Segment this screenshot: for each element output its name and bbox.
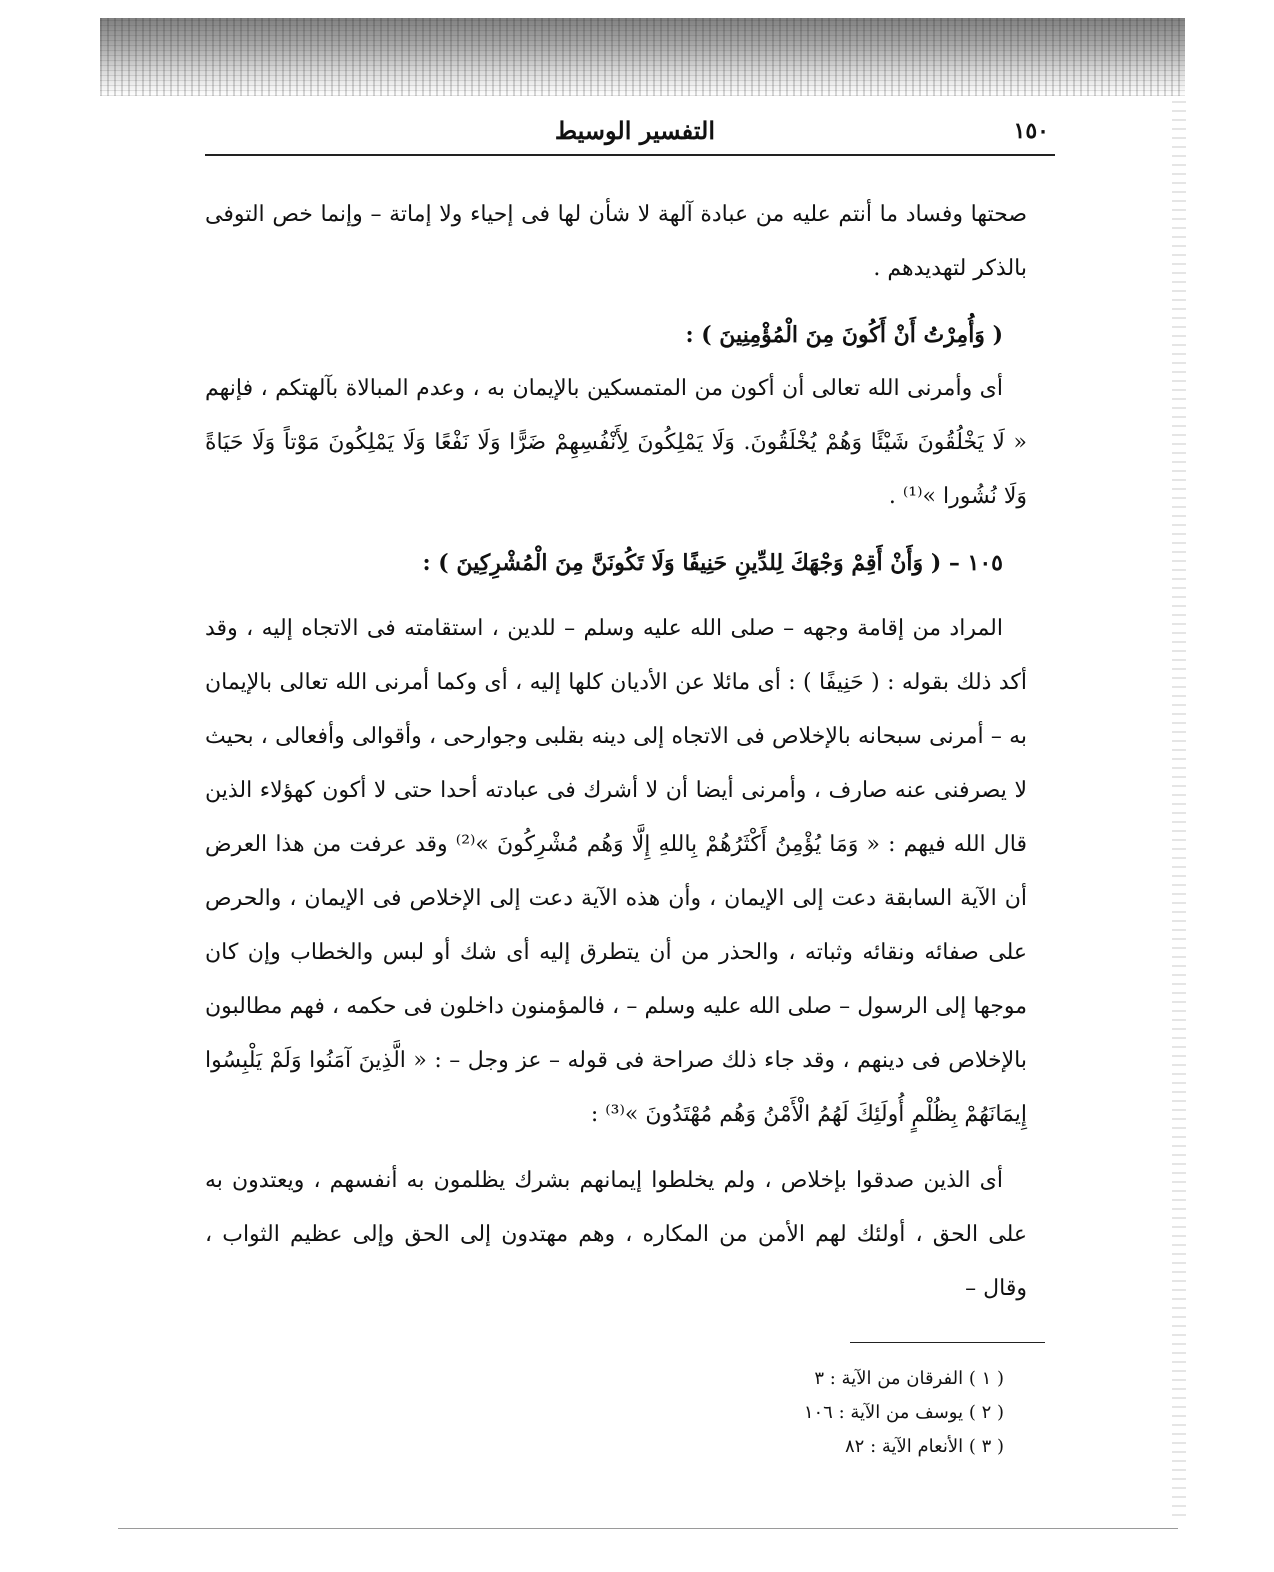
- body-paragraph: أى الذين صدقوا بإخلاص ، ولم يخلطوا إيمانهم بشرك يظلمون به أنفسهم ، ويعتدون به على الحق ، أولئك لهم الأمن من المكاره ، وهم مهتدون إلى الحق وإلى عظيم الثواب ، وقال –: [205, 1168, 1027, 1301]
- footnote-separator: [850, 1342, 1045, 1343]
- verse-heading: ( وَأُمِرْتُ أَنْ أَكُونَ مِنَ الْمُؤْمِنِينَ ) :: [685, 322, 1003, 348]
- body-paragraph: المراد من إقامة وجهه – صلى الله عليه وسلم – للدين ، استقامته فى الاتجاه إليه ، وقد أكد ذلك بقوله : ( حَنِيفًا ) : أى مائلا عن الأديان كلها إليه ، أى وكما أمرنى الله تعالى بالإيمان به – أمرنى سبحانه بالإخلاص فى الاتجاه إلى دينه بقلبى وجوارحى ، وأقوالى وأفعالى ، بحيث لا يصرفنى عنه صارف ، وأمرنى أيضا أن لا أشرك فى عبادته أحدا حتى لا أكون كهؤلاء الذين قال الله فيهم : « وَمَا يُؤْمِنُ أَكْثَرُهُمْ بِاللهِ إِلَّا وَهُم مُشْرِكُونَ »⁽²⁾ وقد عرفت من هذا العرض أن الآية السابقة دعت إلى الإيمان ، وأن هذه الآية دعت إلى الإخلاص فى الإيمان ، والحرص على صفائه ونقائه وثباته ، والحذر من أن يتطرق إليه أى شك أو لبس والخطاب وإن كان موجها إلى الرسول – صلى الله عليه وسلم – ، فالمؤمنون داخلون فى حكمه ، فهم مطالبون بالإخلاص فى دينهم ، وقد جاء ذلك صراحة فى قوله – عز وجل – : « الَّذِينَ آمَنُوا وَلَمْ يَلْبِسُوا إِيمَانَهُمْ بِظُلْمٍ أُولَئِكَ لَهُمُ الْأَمْنُ وَهُم مُهْتَدُونَ »⁽³⁾ :: [205, 616, 1027, 1127]
- body-paragraph: صحتها وفساد ما أنتم عليه من عبادة آلهة لا شأن لها فى إحياء ولا إماتة – وإنما خص التوفى بالذكر لتهديدهم .: [205, 202, 1027, 281]
- page-header: [205, 112, 1055, 156]
- scan-noise-right: [1172, 96, 1186, 1516]
- footnotes: [704, 1362, 1004, 1464]
- verse-heading: ١٠٥ – ( وَأَنْ أَقِمْ وَجْهَكَ لِلدِّينِ حَنِيفًا وَلَا تَكُونَنَّ مِنَ الْمُشْرِكِينَ ) :: [422, 550, 1003, 576]
- footnote-item: ( ٣ ) الأنعام الآية : ٨٢: [845, 1436, 1004, 1457]
- footnote-item: ( ٢ ) يوسف من الآية : ١٠٦: [803, 1402, 1004, 1423]
- page-bottom-rule: [118, 1528, 1178, 1529]
- footnote-item: ( ١ ) الفرقان من الآية : ٣: [814, 1368, 1004, 1389]
- running-title: التفسير الوسيط: [554, 116, 715, 145]
- page-number: ١٥٠: [1013, 118, 1049, 144]
- page-body: [205, 188, 1027, 1316]
- scan-noise-top: [100, 18, 1185, 96]
- body-paragraph: أى وأمرنى الله تعالى أن أكون من المتمسكين بالإيمان به ، وعدم المبالاة بآلهتكم ، فإنهم « لَا يَخْلُقُونَ شَيْئًا وَهُمْ يُخْلَقُونَ. وَلَا يَمْلِكُونَ لِأَنْفُسِهِمْ ضَرًّا وَلَا نَفْعًا وَلَا يَمْلِكُونَ مَوْتاً وَلَا حَيَاةً وَلَا نُشُورا »⁽¹⁾ .: [205, 376, 1027, 509]
